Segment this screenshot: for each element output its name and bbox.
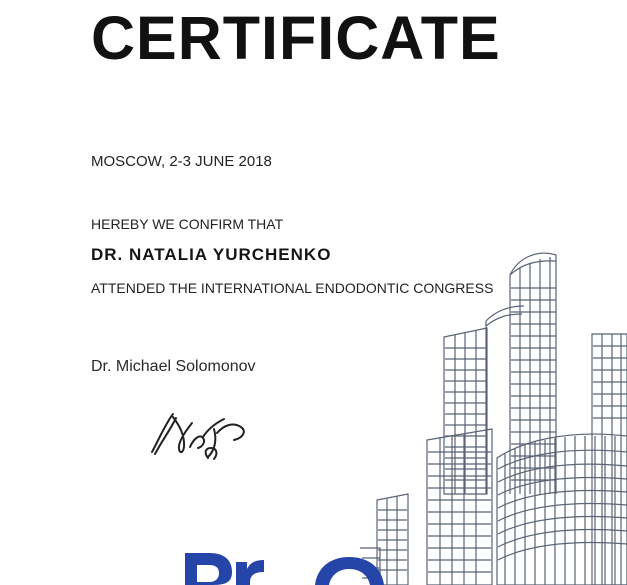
event-date-location: MOSCOW, 2-3 JUNE 2018 [91,153,272,170]
confirmation-text: HEREBY WE CONFIRM THAT [91,216,284,232]
signature-icon [145,405,255,465]
attendance-text: ATTENDED THE INTERNATIONAL ENDODONTIC CONGRESS [91,280,494,296]
signer-name: Dr. Michael Solomonov [91,358,256,375]
certificate-title: CERTIFICATE [91,4,501,72]
pro-logo-icon [175,545,395,585]
recipient-name: DR. NATALIA YURCHENKO [91,245,332,264]
skyscraper-illustration-icon [360,248,627,585]
